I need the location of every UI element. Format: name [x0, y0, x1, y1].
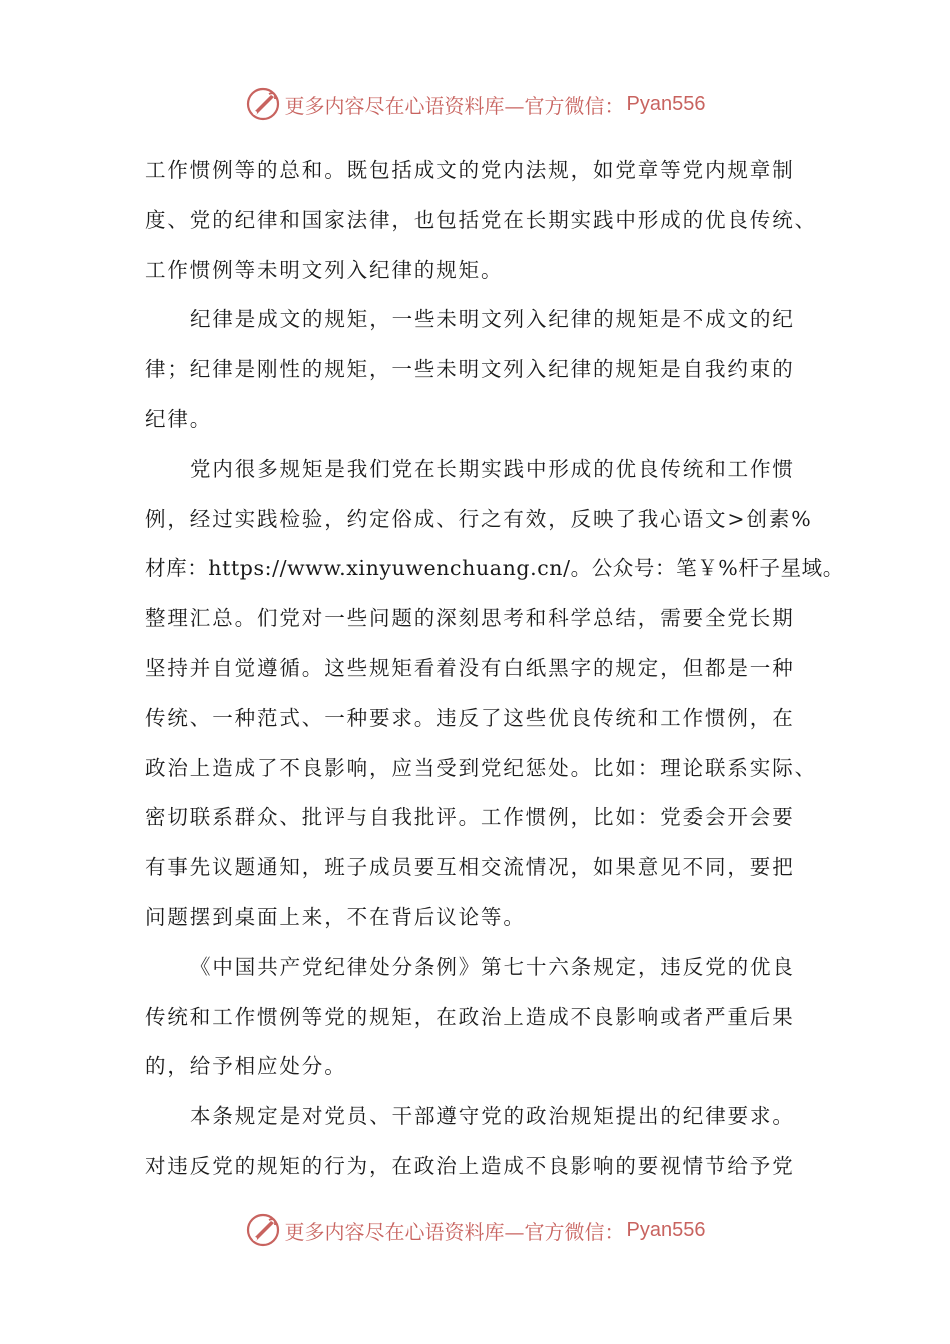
- paragraph-first-line: 党内很多规矩是我们党在长期实践中形成的优良传统和工作惯: [190, 456, 795, 481]
- banner-wechat-handle: Pyan556: [626, 92, 706, 115]
- text-line: 密切联系群众、批评与自我批评。工作惯例，比如：党委会开会要: [145, 805, 795, 830]
- text-line: 工作惯例等的总和。既包括成文的党内法规，如党章等党内规章制: [145, 158, 795, 182]
- text-line: 有事先议题通知，班子成员要互相交流情况，如果意见不同，要把: [145, 855, 795, 880]
- header-banner: [0, 82, 950, 126]
- text-line: 坚持并自觉遵循。这些规矩看着没有白纸黑字的规定，但都是一种: [145, 655, 795, 680]
- text-line: 度、党的纪律和国家法律，也包括党在长期实践中形成的优良传统、: [145, 207, 817, 232]
- text-line: 律；纪律是刚性的规矩，一些未明文列入纪律的规矩是自我约束的: [145, 357, 795, 382]
- banner-wechat-handle: Pyan556: [626, 1218, 706, 1241]
- quill-pen-logo-icon: [245, 1212, 281, 1248]
- text-line: 整理汇总。们党对一些问题的深刻思考和科学总结，需要全党长期: [145, 606, 795, 631]
- text-line-with-url: 材库：https://www.xinyuwenchuang.cn/。公众号：笔￥%杆子星域。: [145, 556, 844, 581]
- document-body: [145, 146, 844, 1192]
- text-line: 对违反党的规矩的行为，在政治上造成不良影响的要视情节给予党: [145, 1153, 795, 1178]
- text-line: 的，给予相应处分。: [145, 1054, 347, 1079]
- text-line: 工作惯例等未明文列入纪律的规矩。: [145, 257, 504, 282]
- paragraph-first-line: 本条规定是对党员、干部遵守党的政治规矩提出的纪律要求。: [190, 1104, 795, 1129]
- text-line: 问题摆到桌面上来，不在背后议论等。: [145, 904, 526, 929]
- banner-text: 更多内容尽在心语资料库—官方微信：: [284, 1219, 625, 1244]
- paragraph-first-line: 《中国共产党纪律处分条例》第七十六条规定，违反党的优良: [190, 954, 795, 979]
- quill-pen-logo-icon: [245, 86, 281, 122]
- paragraph-first-line: 纪律是成文的规矩，一些未明文列入纪律的规矩是不成文的纪: [190, 307, 795, 332]
- banner-text: 更多内容尽在心语资料库—官方微信：: [284, 93, 625, 118]
- footer-banner: [0, 1208, 950, 1252]
- text-line: 传统、一种范式、一种要求。违反了这些优良传统和工作惯例，在: [145, 705, 795, 730]
- text-line: 政治上造成了不良影响，应当受到党纪惩处。比如：理论联系实际、: [145, 755, 817, 780]
- text-line: 传统和工作惯例等党的规矩，在政治上造成不良影响或者严重后果: [145, 1004, 795, 1029]
- text-line: 纪律。: [145, 406, 213, 431]
- text-line: 例，经过实践检验，约定俗成、行之有效，反映了我心语文>创素%: [145, 506, 813, 531]
